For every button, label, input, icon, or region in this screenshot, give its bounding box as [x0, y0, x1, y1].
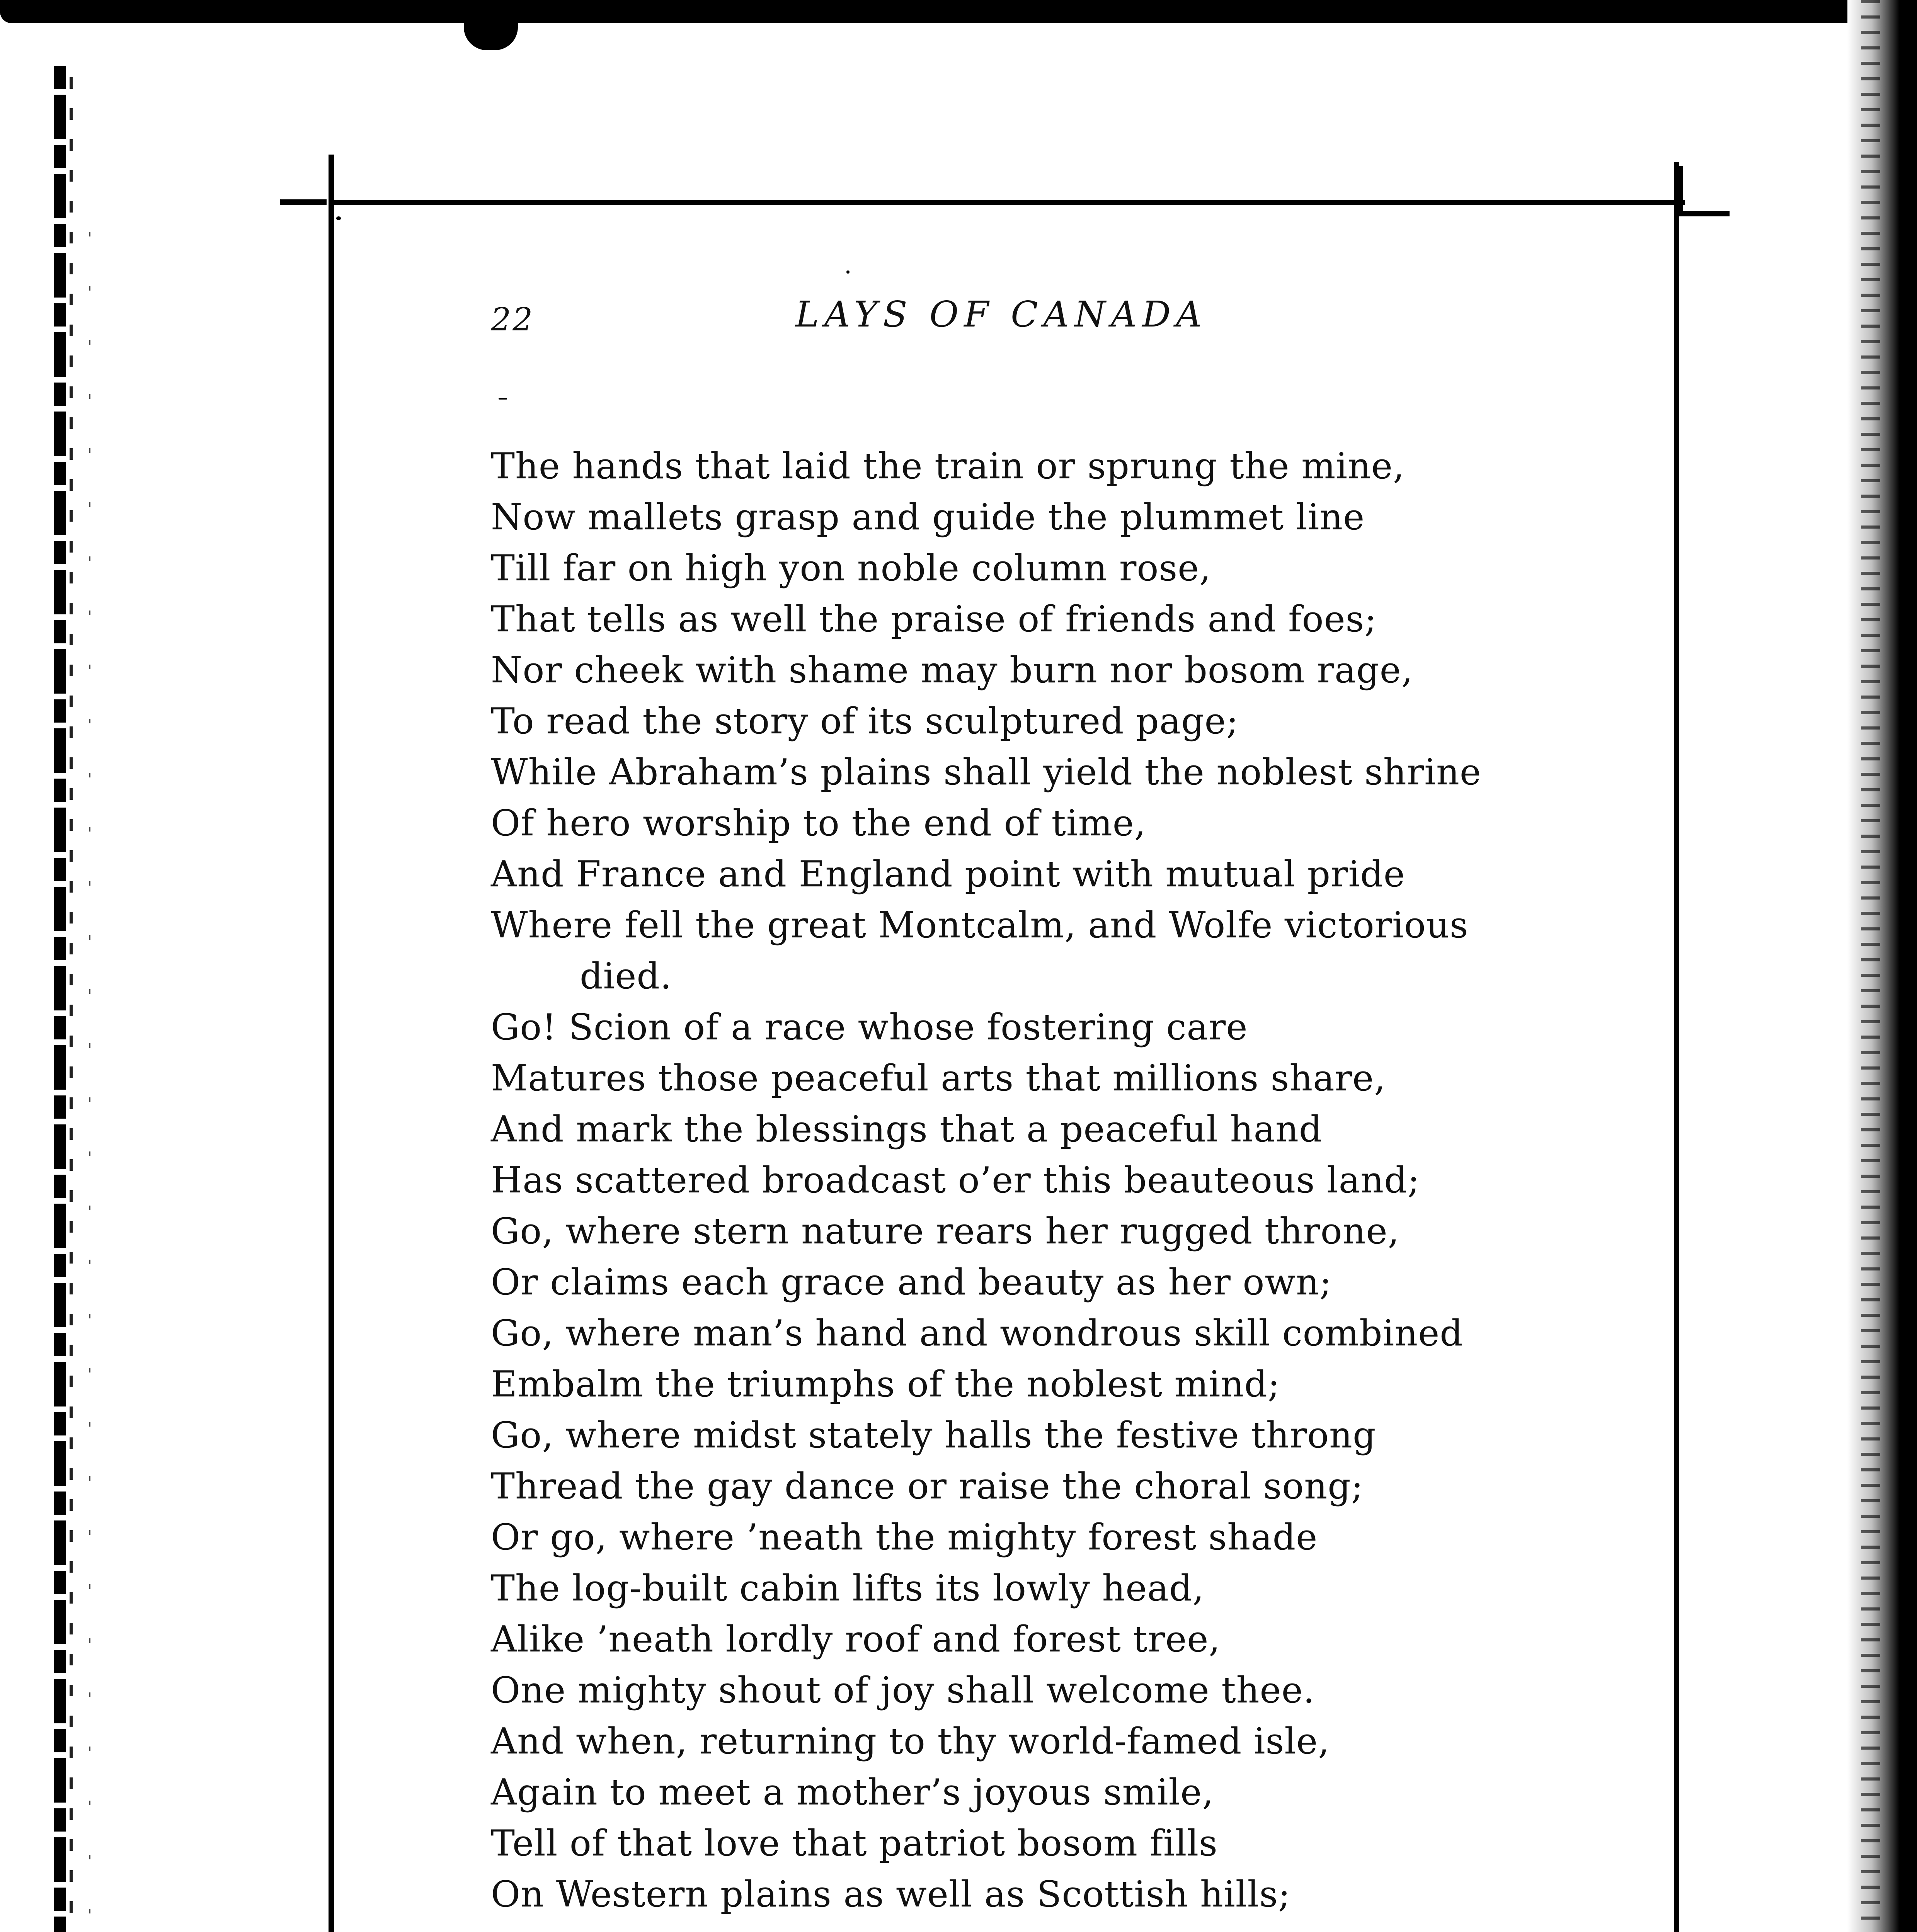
scan-top-border-shadow [0, 8, 1917, 23]
scan-left-dots [89, 232, 90, 1932]
poem-line: Embalm the triumphs of the noblest mind; [491, 1363, 1280, 1405]
poem-line: On Western plains as well as Scottish hills; [491, 1873, 1291, 1915]
poem-line: And mark the blessings that a peaceful hand [491, 1108, 1323, 1150]
ink-speck [336, 216, 341, 220]
poem-line: The hands that laid the train or sprung the mine, [491, 445, 1405, 487]
ink-speck [846, 270, 850, 274]
ink-speck [499, 398, 507, 400]
poem-line: Of hero worship to the end of time, [491, 802, 1146, 844]
frame-corner-tick-top-left [280, 199, 327, 205]
scan-left-edge-speckle [70, 77, 73, 1932]
poem-line: Tell of that love that patriot bosom fills [491, 1822, 1218, 1864]
poem-line: Go! Scion of a race whose fostering care [491, 1006, 1248, 1048]
poem-line: Nor cheek with shame may burn nor bosom rage, [491, 649, 1413, 691]
frame-top-rule [332, 200, 1685, 205]
scan-ink-blot [464, 15, 518, 50]
scan-right-edge [1847, 0, 1917, 1932]
poem-line: Go, where stern nature rears her rugged throne, [491, 1210, 1400, 1252]
poem-body [491, 440, 1650, 1920]
running-head [491, 294, 1612, 348]
page-header-title: LAYS OF CANADA [795, 294, 1207, 335]
scan-left-edge [54, 66, 66, 1932]
poem-line: Go, where midst stately halls the festive throng [491, 1414, 1376, 1456]
poem-line: One mighty shout of joy shall welcome thee. [491, 1669, 1315, 1711]
poem-line: That tells as well the praise of friends and foes; [491, 598, 1377, 640]
poem-line: Thread the gay dance or raise the choral song; [491, 1465, 1364, 1507]
poem-line: Till far on high yon noble column rose, [491, 547, 1211, 589]
frame-left-rule [329, 155, 334, 1932]
scan-right-speckle [1861, 0, 1880, 1932]
frame-right-rule-upper [1679, 166, 1683, 216]
poem-line: Matures those peaceful arts that millions share, [491, 1057, 1386, 1099]
poem-line: Where fell the great Montcalm, and Wolfe victorious [491, 904, 1469, 946]
poem-line: The log-built cabin lifts its lowly head, [491, 1567, 1204, 1609]
poem-line: Or claims each grace and beauty as her own; [491, 1261, 1332, 1303]
poem-line: Now mallets grasp and guide the plummet line [491, 496, 1365, 538]
page-number: 22 [491, 301, 535, 338]
frame-right-rule [1674, 162, 1679, 1932]
poem-line: While Abraham’s plains shall yield the noblest shrine [491, 751, 1481, 793]
frame-corner-tick-top-right [1683, 211, 1730, 216]
poem-line: To read the story of its sculptured page; [491, 700, 1239, 742]
poem-line: Go, where man’s hand and wondrous skill combined [491, 1312, 1463, 1354]
poem-line: Has scattered broadcast o’er this beauteous land; [491, 1159, 1420, 1201]
poem-line: And France and England point with mutual pride [491, 853, 1405, 895]
poem-line: died. [580, 955, 672, 997]
poem-line: Again to meet a mother’s joyous smile, [491, 1771, 1214, 1813]
poem-line: Alike ’neath lordly roof and forest tree, [491, 1618, 1221, 1660]
poem-line: Or go, where ’neath the mighty forest shade [491, 1516, 1318, 1558]
poem-line: And when, returning to thy world-famed isle, [491, 1720, 1330, 1762]
